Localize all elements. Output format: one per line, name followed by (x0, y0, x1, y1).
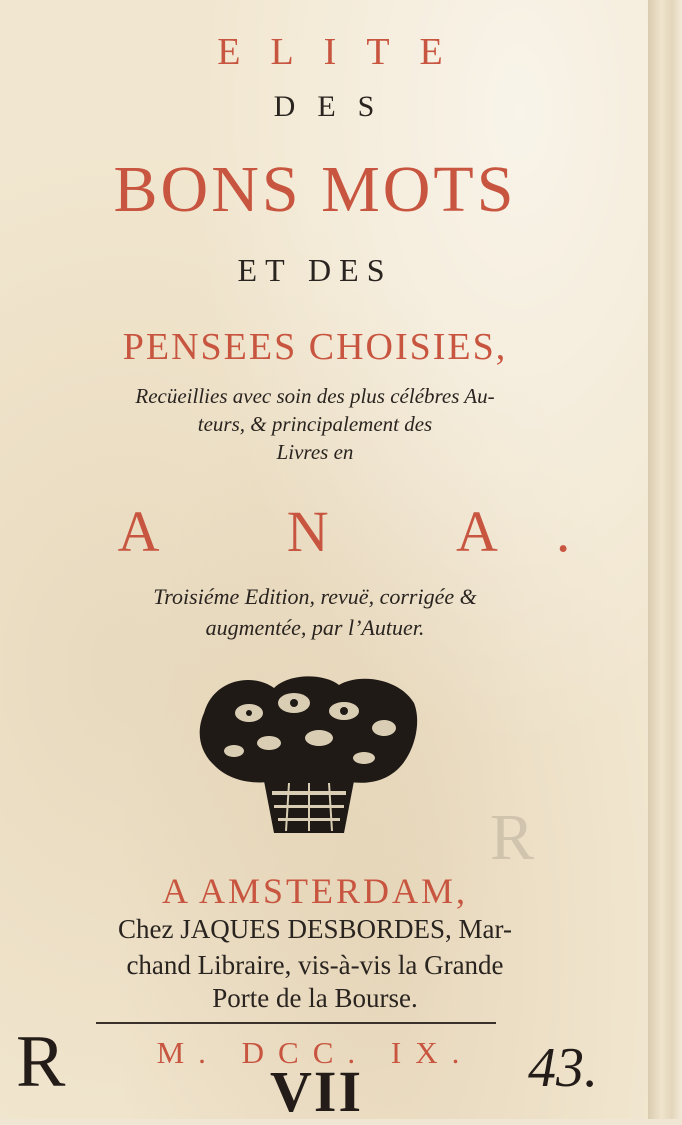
handwritten-mark-r: R (16, 1021, 66, 1103)
imprint-publisher-line-2: chand Libraire, vis-à-vis la Grande (126, 950, 504, 980)
subtitle-line-3: Livres en (276, 440, 354, 464)
title-line-ana: A N A. (117, 499, 629, 564)
title-line-pensees: PENSEES CHOISIES, (122, 326, 508, 368)
handwritten-mark-vii: VII (270, 1059, 364, 1124)
imprint-rule (96, 1022, 496, 1024)
imprint-publisher-line-3: Porte de la Bourse. (212, 983, 418, 1013)
title-line-des: DES (273, 90, 397, 123)
subtitle-line-2: teurs, & principalement des (197, 412, 433, 436)
title-line-elite: ELITE (217, 31, 473, 73)
handwritten-mark-43: 43. (528, 1037, 598, 1099)
show-through-letter: R (490, 801, 535, 874)
subtitle-line-1: Recüeillies avec soin des plus célébres Au- (135, 384, 495, 408)
page-edge (648, 0, 682, 1119)
title-line-bons-mots: BONS MOTS (113, 153, 517, 226)
imprint-publisher-line-1: Chez JAQUES DESBORDES, Mar- (118, 914, 512, 944)
imprint-city: A AMSTERDAM, (161, 871, 469, 911)
edition-line-1: Troisiéme Edition, revuë, corrigée & (153, 584, 477, 609)
title-line-et-des: ET DES (237, 252, 393, 288)
flower-basket-woodcut-icon (194, 673, 424, 843)
imprint-date: M. DCC. IX. (156, 1035, 474, 1070)
edition-line-2: augmentée, par l’Autuer. (205, 615, 425, 640)
